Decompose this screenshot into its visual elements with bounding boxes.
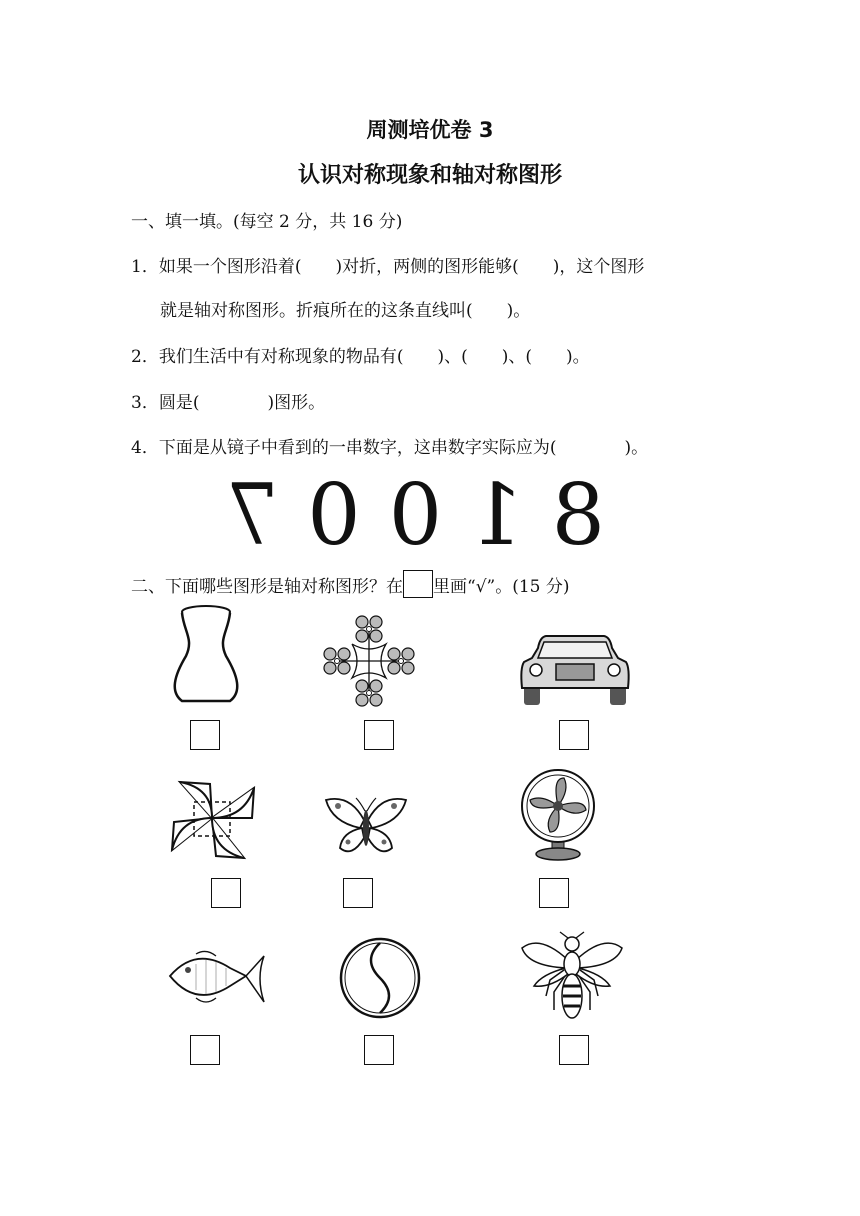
answer-box-paper-pinwheel[interactable] xyxy=(211,878,241,908)
question-3: 3．圆是( )图形。 xyxy=(131,393,326,413)
answer-box-fish[interactable] xyxy=(190,1035,220,1065)
fish-icon xyxy=(166,946,266,1012)
question-1-line-1: 1．如果一个图形沿着( )对折，两侧的图形能够( )，这个图形 xyxy=(131,257,645,277)
question-2: 2．我们生活中有对称现象的物品有( )、( )、( )。 xyxy=(131,347,590,367)
answer-box-vase[interactable] xyxy=(190,720,220,750)
section2-heading-part1: 二、下面哪些图形是轴对称图形？在 xyxy=(131,577,403,597)
answer-box-circle[interactable] xyxy=(364,1035,394,1065)
paper-pinwheel-icon xyxy=(168,778,256,862)
page-title: 周测培优卷 3 xyxy=(366,118,494,142)
vase-icon xyxy=(166,604,246,704)
section1-heading: 一、填一填。(每空 2 分，共 16 分) xyxy=(131,212,403,232)
answer-box-bee[interactable] xyxy=(559,1035,589,1065)
answer-box-fan[interactable] xyxy=(539,878,569,908)
bee-icon xyxy=(520,930,624,1022)
answer-box-flowers[interactable] xyxy=(364,720,394,750)
yin-yang-circle-icon xyxy=(338,936,422,1020)
pinwheel-flowers-icon xyxy=(322,614,417,709)
car-icon xyxy=(518,628,632,708)
answer-box-butterfly[interactable] xyxy=(343,878,373,908)
question-1-line-2: 就是轴对称图形。折痕所在的这条直线叫( )。 xyxy=(160,301,531,321)
fan-icon xyxy=(518,768,598,862)
section2-heading-part2: 里画“√”。(15 分) xyxy=(433,577,570,597)
section2-heading xyxy=(131,570,570,598)
answer-box-car[interactable] xyxy=(559,720,589,750)
page-subtitle: 认识对称现象和轴对称图形 xyxy=(297,163,562,188)
example-box-icon xyxy=(403,570,433,598)
mirrored-digits: 81007 xyxy=(197,466,605,564)
question-4: 4．下面是从镜子中看到的一串数字，这串数字实际应为( )。 xyxy=(131,438,649,458)
butterfly-icon xyxy=(322,792,410,860)
